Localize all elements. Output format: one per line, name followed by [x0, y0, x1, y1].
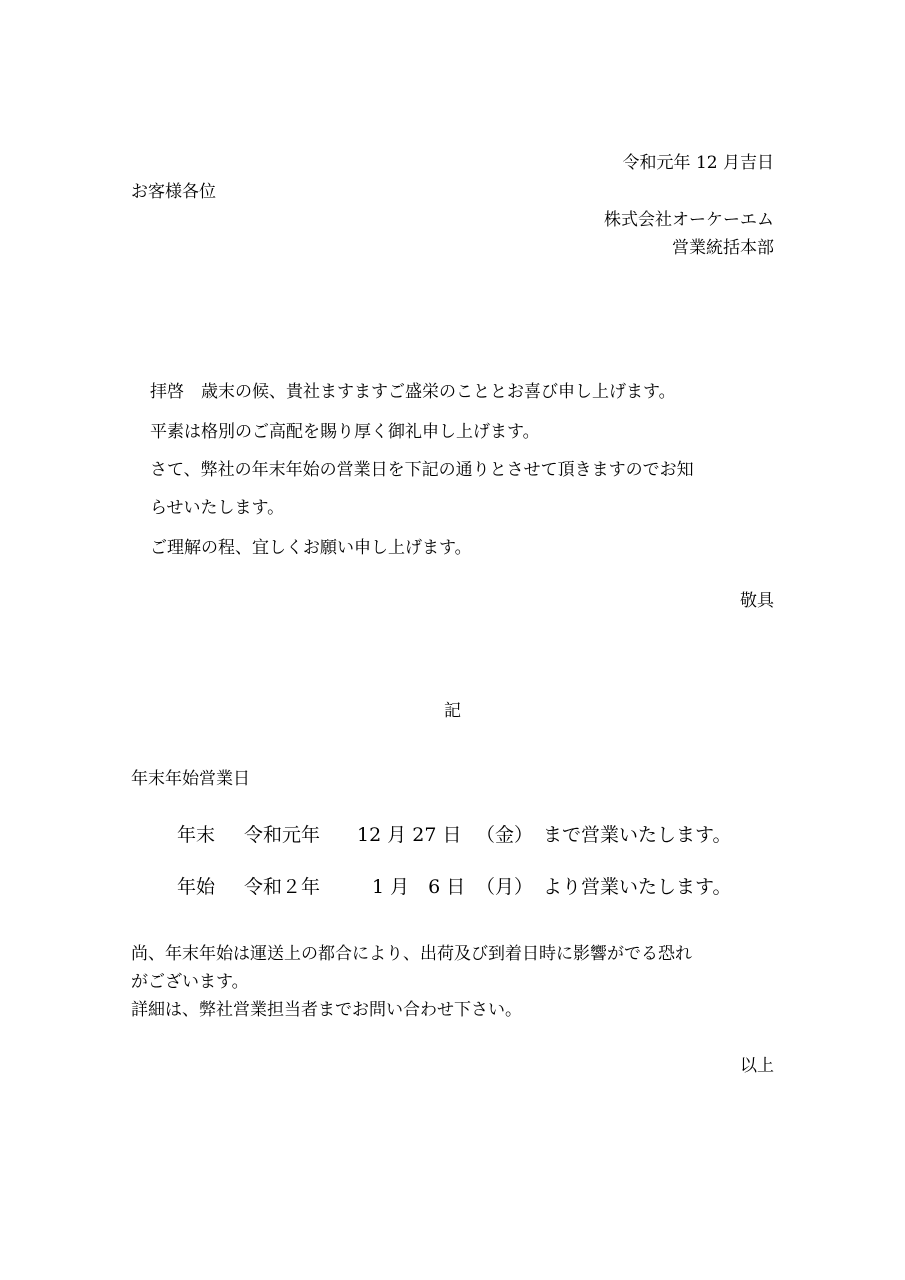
greeting-line: 拝啓 歳末の候、貴社ますますご盛栄のこととお喜び申し上げます。	[150, 382, 676, 402]
year-end-date: 12 月 27 日	[357, 824, 462, 846]
body-line-4: らせいたします。	[150, 498, 285, 518]
sender-department: 営業統括本部	[672, 238, 774, 258]
sender-company: 株式会社オーケーエム	[604, 210, 774, 230]
addressee: お客様各位	[131, 182, 216, 202]
year-end-text: まで営業いたします。	[543, 824, 732, 846]
note-line-2: がございます。	[131, 972, 249, 992]
body-line-2: 平素は格別のご高配を賜り厚く御礼申し上げます。	[150, 422, 540, 442]
end-mark: 以上	[740, 1056, 774, 1076]
body-line-3: さて、弊社の年末年始の営業日を下記の通りとさせて頂きますのでお知	[150, 460, 694, 480]
new-year-label: 年始	[177, 876, 216, 898]
new-year-era: 令和２年	[244, 876, 321, 898]
note-line-1: 尚、年末年始は運送上の都合により、出荷及び到着日時に影響がでる恐れ	[131, 944, 692, 964]
year-end-label: 年末	[177, 824, 216, 846]
note-line-3: 詳細は、弊社営業担当者までお問い合わせ下さい。	[131, 1000, 522, 1020]
year-end-weekday: （金）	[476, 824, 534, 846]
new-year-date: 1 月 6 日	[372, 876, 466, 898]
new-year-text: より営業いたします。	[543, 876, 732, 898]
new-year-weekday: （月）	[476, 876, 534, 898]
body-line-5: ご理解の程、宜しくお願い申し上げます。	[150, 538, 472, 558]
document-date: 令和元年 12 月吉日	[622, 153, 774, 173]
closing-word: 敬具	[740, 591, 774, 611]
notice-heading-mark: 記	[444, 701, 461, 721]
year-end-era: 令和元年	[244, 824, 321, 846]
section-title: 年末年始営業日	[131, 769, 250, 789]
